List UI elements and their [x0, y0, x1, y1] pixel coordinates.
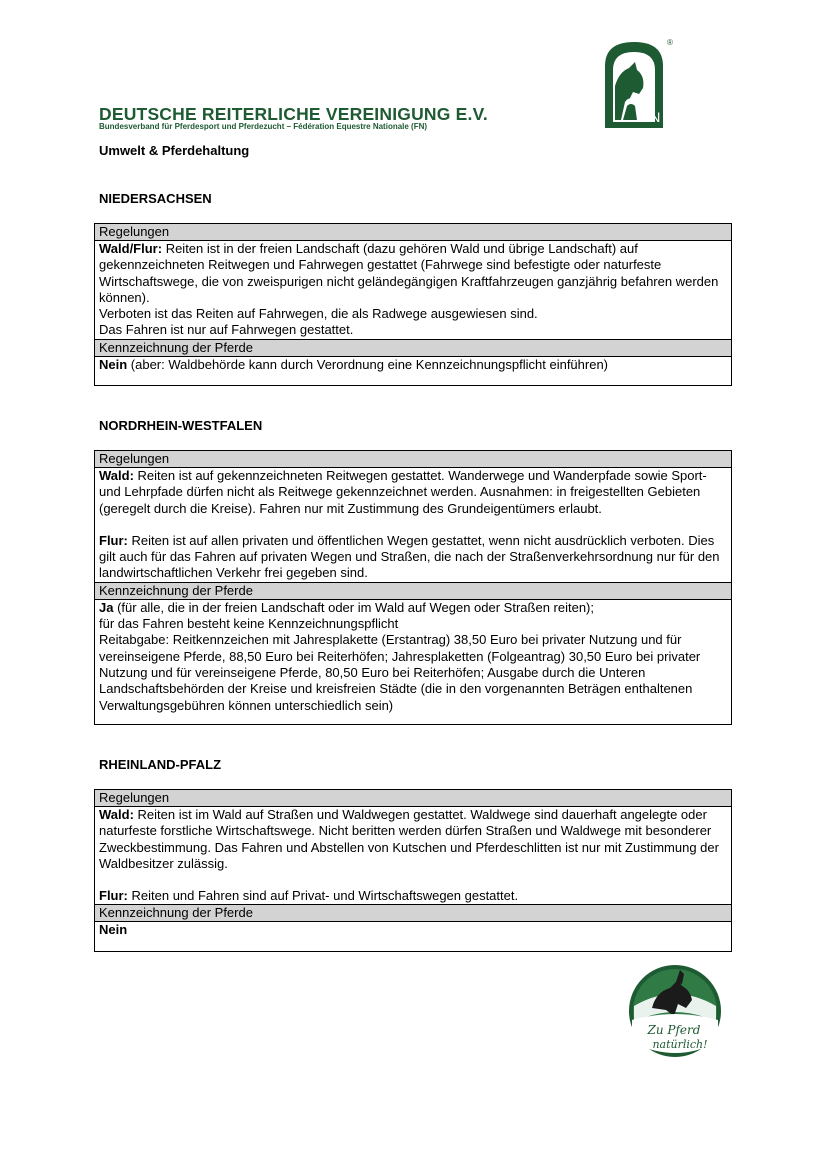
kennzeichnung-header: Kennzeichnung der Pferde: [95, 339, 731, 357]
zu-pferd-logo-line1: Zu Pferd: [647, 1023, 701, 1037]
regelungen-key: Wald:: [99, 807, 134, 822]
kennzeichnung-key: Ja: [99, 599, 114, 615]
kennzeichnung-header: Kennzeichnung der Pferde: [95, 582, 731, 600]
regelungen-paragraph: [95, 888, 731, 904]
kennzeichnung-paragraph: Reitabgabe: Reitkennzeichen mit Jahresplakette (Erstantrag) 38,50 Euro bei privater Nutzung und für vereinseigene Pferde, 88,50 Euro bei Reiterhöfen; Jahresplaketten (Folgeantrag) 30,50 Euro bei privater Nutzung und für vereinseigene Pferde, 80,50 Euro bei Reiterhöfen; Ausgabe durch die Unteren Landschaftsbehörden der Kreise und kreisfreien Städte (die in den vorgenannten Beträgen enthaltenen Verwaltungsgebühren können unterschiedlich sein): [99, 632, 701, 713]
regelungen-header: Regelungen: [95, 224, 731, 241]
document-title: Umwelt & Pferdehaltung: [99, 143, 250, 158]
regelungen-key: Flur:: [99, 532, 128, 548]
regelungen-text: Reiten ist auf allen privaten und öffentlichen Wegen gestattet, wenn nicht ausdrücklich verboten. Dies gilt auch für das Fahren auf privaten Wegen und Straßen, die nach der Straßenverkehrsordnung nur für den landwirtschaftlichen Verkehr frei gegeben sind.: [99, 532, 720, 581]
kennzeichnung-text: (für alle, die in der freien Landschaft oder im Wald auf Wegen oder Straßen reiten);: [113, 599, 594, 615]
regelungen-text: Reiten ist im Wald auf Straßen und Waldwegen gestattet. Waldwege sind dauerhaft angelegte oder naturfeste forstliche Wirtschaftswege. Nicht beritten werden dürfen Straßen und Waldwege mit besonderer Zweckbestimmung. Das Fahren und Abstellen von Kutschen und Pferdeschlitten ist nur mit Zustimmung der Waldbesitzer zulässig.: [99, 807, 719, 871]
registered-mark: ®: [667, 38, 673, 47]
fn-logo-text: FN: [641, 109, 661, 125]
state-box-nordrhein-westfalen: [94, 450, 732, 725]
kennzeichnung-header: Kennzeichnung der Pferde: [95, 904, 731, 922]
regelungen-text: Reiten ist auf gekennzeichneten Reitwegen gestattet. Wanderwege und Wanderpfade sowie Sport- und Lehrpfade dürfen nicht als Reitwege gekennzeichnet werden. Ausnahmen: in freigestellten Gebieten (geregelt durch die Kreise). Fahren nur mit Zustimmung des Grundeigentümers erlaubt.: [99, 468, 707, 516]
paragraph-spacer: [95, 517, 731, 533]
regelungen-paragraph: [95, 807, 731, 872]
kennzeichnung-key: Nein: [99, 922, 128, 938]
regelungen-header: Regelungen: [95, 790, 731, 807]
state-heading-rheinland-pfalz: RHEINLAND-PFALZ: [99, 757, 222, 772]
zu-pferd-logo: [626, 962, 724, 1060]
regelungen-key: Flur:: [99, 888, 128, 904]
state-heading-niedersachsen: NIEDERSACHSEN: [99, 191, 212, 206]
regelungen-paragraph: Das Fahren ist nur auf Fahrwegen gestattet.: [99, 322, 354, 338]
regelungen-text: Reiten und Fahren sind auf Privat- und Wirtschaftswegen gestattet.: [127, 888, 519, 904]
kennzeichnung-paragraph: [95, 922, 731, 938]
organization-subtitle: Bundesverband für Pferdesport und Pferdezucht – Fédération Equestre Nationale (FN): [99, 122, 428, 131]
regelungen-key: Wald/Flur:: [99, 241, 163, 256]
regelungen-paragraph: [95, 241, 731, 306]
regelungen-text: Reiten ist in der freien Landschaft (dazu gehören Wald und übrige Landschaft) auf gekennzeichneten Reitwegen und Fahrwegen gestattet (Fahrwege sind befestigte oder naturfeste Wirtschaftswege, die von zweispurigen nicht geländegängigen Kraftfahrzeugen ganzjährig befahren werden können).: [99, 241, 719, 305]
kennzeichnung-paragraph: [95, 357, 731, 373]
regelungen-header: Regelungen: [95, 451, 731, 468]
regelungen-paragraph: Verboten ist das Reiten auf Fahrwegen, die als Radwege ausgewiesen sind.: [99, 306, 538, 322]
kennzeichnung-paragraph: für das Fahren besteht keine Kennzeichnungspflicht: [99, 616, 399, 632]
kennzeichnung-key: Nein: [99, 356, 128, 372]
kennzeichnung-paragraph: [95, 600, 731, 616]
state-box-rheinland-pfalz: [94, 789, 732, 952]
state-heading-nordrhein-westfalen: NORDRHEIN-WESTFALEN: [99, 418, 263, 433]
kennzeichnung-text: (aber: Waldbehörde kann durch Verordnung eine Kennzeichnungspflicht einführen): [127, 356, 609, 372]
paragraph-spacer: [95, 872, 731, 888]
state-box-niedersachsen: [94, 223, 732, 386]
regelungen-key: Wald:: [99, 468, 134, 483]
organization-name: DEUTSCHE REITERLICHE VEREINIGUNG E.V.: [99, 104, 488, 124]
zu-pferd-logo-line2: natürlich!: [652, 1038, 708, 1051]
fn-logo: [595, 36, 673, 130]
regelungen-paragraph: [95, 468, 731, 517]
regelungen-paragraph: [95, 533, 731, 582]
